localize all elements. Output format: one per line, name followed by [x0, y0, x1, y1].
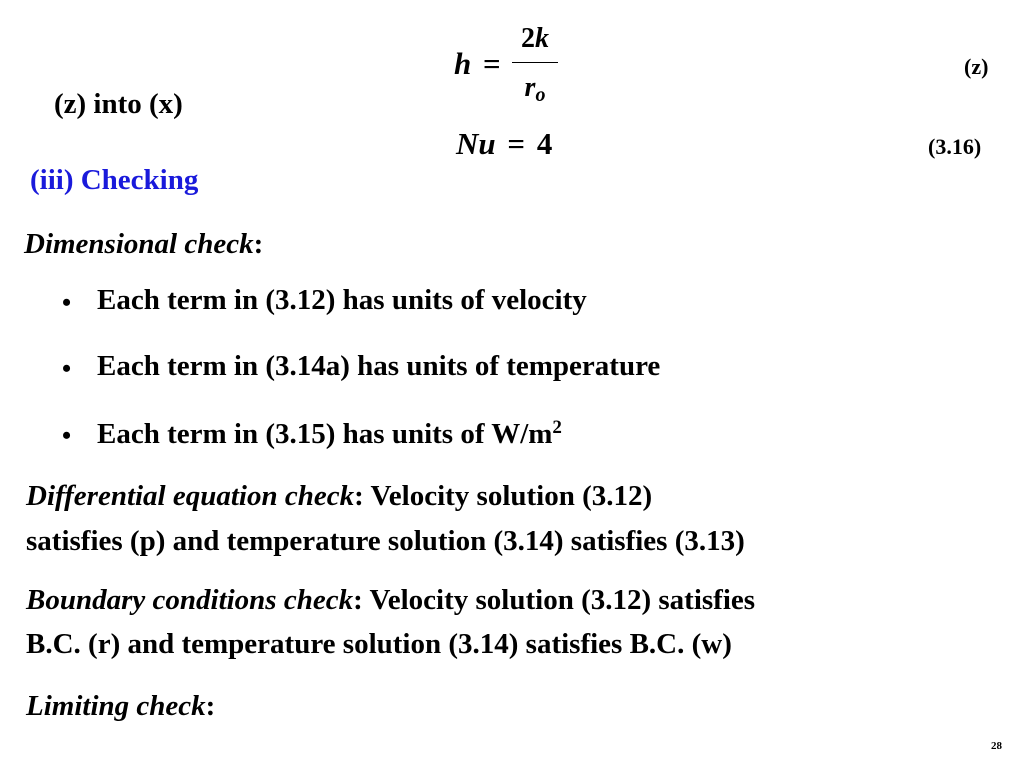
limiting-check-label: Limiting check	[26, 690, 206, 722]
differential-check-line1: Differential equation check: Velocity solution (3.12)	[26, 480, 653, 512]
equation-z-lhs: h	[454, 46, 472, 81]
equation-z-equals: =	[483, 46, 501, 81]
dimensional-check-label: Dimensional check	[24, 228, 254, 260]
fraction-bar	[512, 62, 558, 63]
bullet-item-temperature: Each term in (3.14a) has units of temperature	[97, 350, 661, 382]
page-number: 28	[991, 740, 1002, 752]
bullet-icon: •	[62, 421, 72, 450]
bullet-item-heat-flux: Each term in (3.15) has units of $W/m^2$	[97, 417, 562, 450]
equation-3-16-equals: =	[507, 126, 526, 161]
equation-z-fraction	[512, 22, 558, 112]
boundary-check-line1: Boundary conditions check: Velocity solution (3.12) satisfies	[26, 584, 756, 616]
bullet-icon: •	[62, 288, 72, 317]
boundary-check-label: Boundary conditions check	[26, 584, 354, 616]
fraction-denominator: $r_o$	[524, 72, 546, 106]
limiting-check-heading: Limiting check:	[26, 690, 216, 722]
fraction-numerator: 2k	[521, 23, 549, 54]
equation-z-number: (z)	[964, 54, 989, 79]
differential-check-label: Differential equation check	[26, 480, 355, 512]
equation-3-16-number: (3.16)	[928, 134, 982, 159]
units-superscript: 2	[552, 417, 562, 438]
bullet-icon: •	[62, 354, 72, 383]
equation-3-16-lhs: Nu	[456, 126, 496, 161]
dimensional-check-heading: Dimensional check:	[24, 228, 264, 260]
section-heading: (iii) Checking	[30, 164, 199, 196]
equation-z	[454, 46, 501, 82]
equation-3-16-rhs: 4	[536, 126, 553, 161]
equation-3-16	[456, 126, 552, 162]
boundary-check-line2: B.C. (r) and temperature solution (3.14) satisfies B.C. (w)	[26, 628, 732, 660]
differential-check-line2: satisfies (p) and temperature solution (3.14) satisfies (3.13)	[26, 525, 745, 557]
substitution-text: (z) into (x)	[54, 88, 183, 120]
bullet-item-velocity: Each term in (3.12) has units of velocity	[97, 284, 587, 316]
